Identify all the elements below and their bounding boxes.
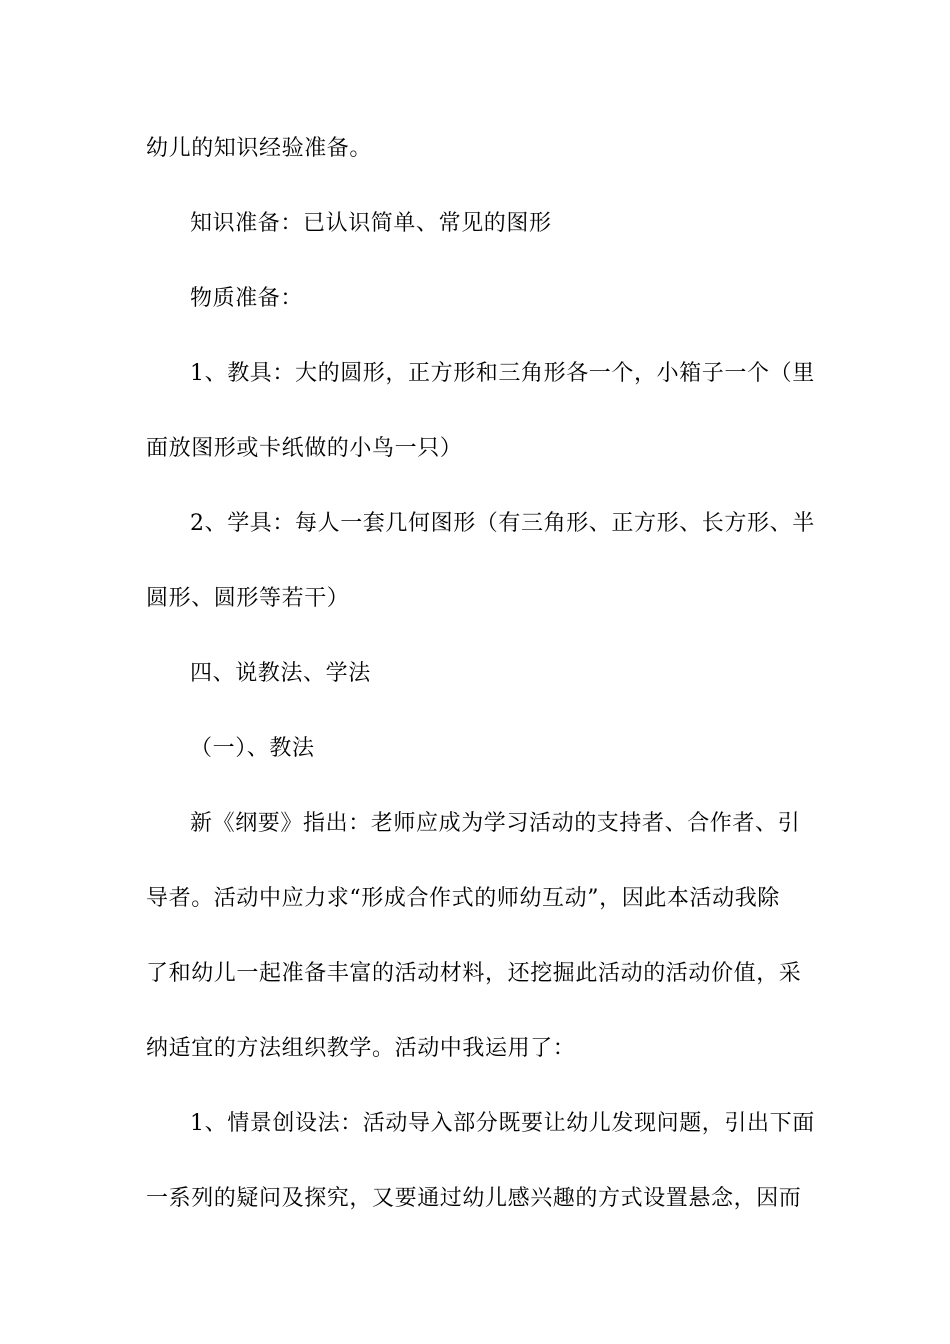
paragraph-line: 1、教具：大的圆形，正方形和三角形各一个，小箱子一个（里 <box>190 361 815 386</box>
paragraph-line: 1、情景创设法：活动导入部分既要让幼儿发现问题，引出下面 <box>190 1111 815 1136</box>
paragraph-line: 一系列的疑问及探究，又要通过幼儿感兴趣的方式设置悬念，因而 <box>146 1186 802 1211</box>
paragraph-line: 新《纲要》指出：老师应成为学习活动的支持者、合作者、引 <box>190 811 801 836</box>
paragraph-line: 物质准备： <box>190 286 304 311</box>
paragraph-line: 知识准备：已认识简单、常见的图形 <box>190 211 552 236</box>
paragraph-line: 纳适宜的方法组织教学。活动中我运用了： <box>146 1036 576 1061</box>
paragraph-line: 幼儿的知识经验准备。 <box>146 136 373 161</box>
paragraph-line: 面放图形或卡纸做的小鸟一只） <box>146 436 463 461</box>
paragraph-line: 导者。活动中应力求“形成合作式的师幼互动”，因此本活动我除 <box>146 886 780 911</box>
subsection-heading: （一）、教法 <box>190 736 315 761</box>
paragraph-line: 了和幼儿一起准备丰富的活动材料，还挖掘此活动的活动价值，采 <box>146 961 802 986</box>
paragraph-line: 圆形、圆形等若干） <box>146 586 350 611</box>
section-heading: 四、说教法、学法 <box>190 661 371 686</box>
paragraph-line: 2、学具：每人一套几何图形（有三角形、正方形、长方形、半 <box>190 511 815 536</box>
